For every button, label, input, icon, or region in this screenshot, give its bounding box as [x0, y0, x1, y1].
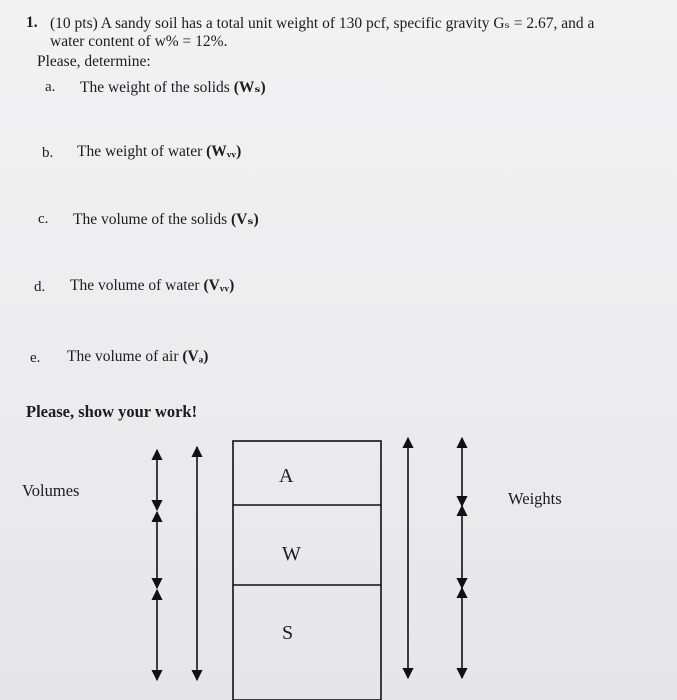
phase-box	[233, 441, 381, 700]
item-letter: a.	[45, 79, 56, 95]
problem-number: 1.	[26, 14, 38, 31]
item-letter: c.	[38, 211, 49, 227]
item-symbol: (Wᵥᵥ)	[206, 143, 242, 160]
item-letter: b.	[42, 145, 54, 161]
item-symbol: (Vₛ)	[231, 211, 259, 228]
air-phase-label: A	[279, 465, 294, 487]
item-description: The volume of air	[67, 348, 183, 365]
show-work-instruction: Please, show your work!	[26, 402, 198, 421]
item-description: The volume of the solids	[73, 211, 231, 228]
item-symbol: (Wₛ)	[233, 79, 266, 96]
weights-label: Weights	[508, 489, 562, 508]
specific-gravity-symbol: Gₛ = 2.67, and a	[493, 15, 595, 32]
item-letter: d.	[34, 279, 46, 295]
item-description: The weight of the solids	[80, 79, 234, 96]
item-letter: e.	[30, 350, 41, 366]
item-symbol: (Vₐ)	[182, 348, 209, 365]
water-phase-label: W	[282, 543, 301, 565]
problem-header-line-2: water content of w% = 12%.	[50, 33, 228, 50]
solid-phase-label: S	[282, 622, 294, 644]
problem-prompt: Please, determine:	[37, 53, 151, 70]
item-description: The volume of water	[70, 277, 204, 294]
item-symbol: (Vᵥᵥ)	[203, 277, 235, 294]
volumes-label: Volumes	[22, 481, 80, 500]
problem-header-text: (10 pts) A sandy soil has a total unit weight of 130 pcf, specific gravity	[50, 15, 490, 32]
item-description: The weight of water	[77, 143, 207, 160]
